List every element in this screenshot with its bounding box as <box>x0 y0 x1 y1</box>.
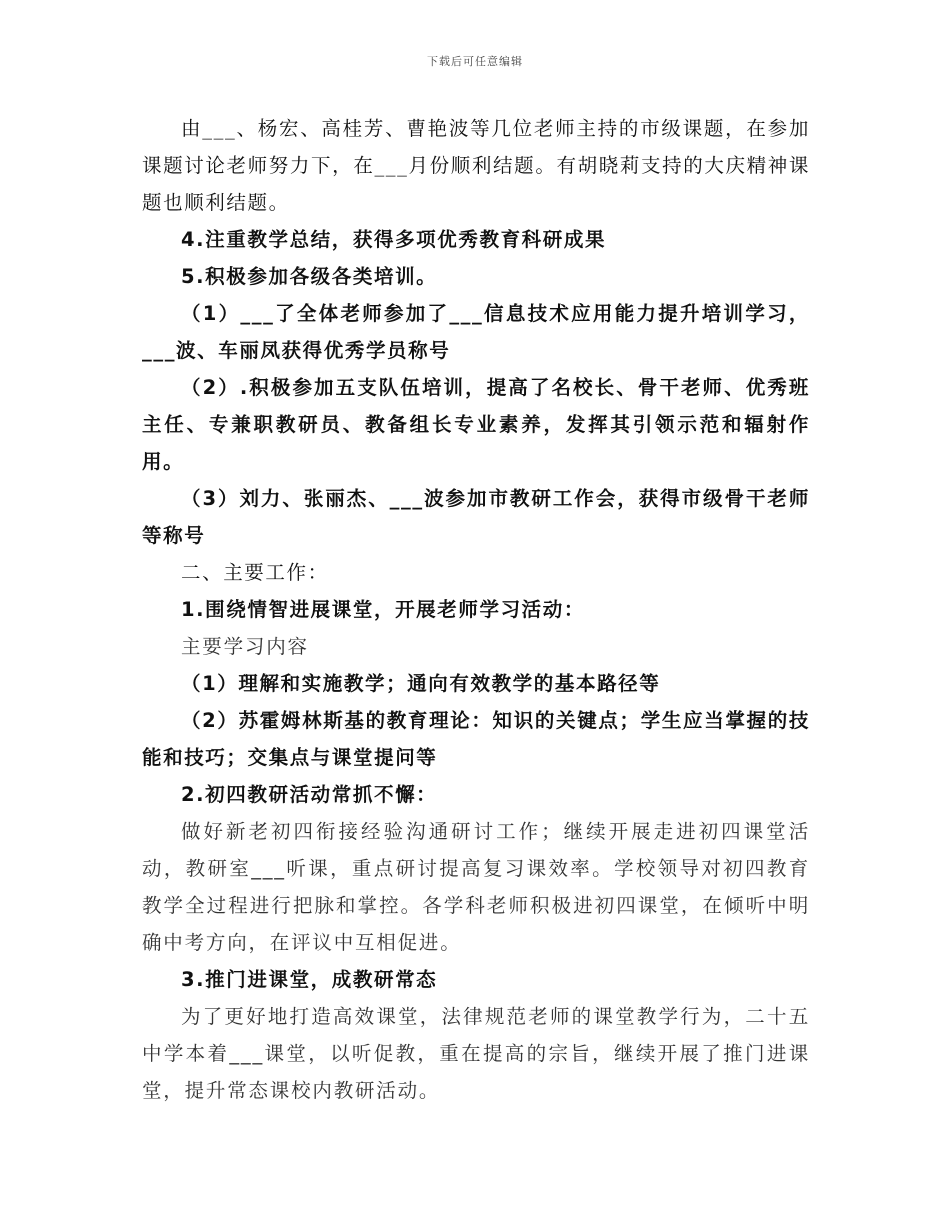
label-main-content: 主要学习内容 <box>181 635 309 658</box>
paragraph-open-classroom: 为了更好地打造高效课堂，法律规范老师的课堂教学行为，二十五中学本着___课堂，以听促教，重在提高的宗旨，继续开展了推门进课堂，提升常态课校内教研活动。 <box>142 1005 810 1102</box>
list-item-training-1: （1）___了全体老师参加了___信息技术应用能力提升培训学习，___波、车丽凤获得优秀学员称号 <box>142 302 810 362</box>
list-item-content-1: （1）理解和实施教学；通向有效教学的基本路径等 <box>181 672 661 695</box>
heading-grade-four: 2.初四教研活动常抓不懈： <box>181 783 438 806</box>
heading-teaching-summary: 4.注重教学总结，获得多项优秀教育科研成果 <box>181 228 607 251</box>
heading-open-classroom: 3.推门进课堂，成教研常态 <box>181 968 438 991</box>
paragraph-research-topics: 由___、杨宏、高桂芳、曹艳波等几位老师主持的市级课题，在参加课题讨论老师努力下，在___月份顺利结题。有胡晓莉支持的大庆精神课题也顺利结题。 <box>142 117 810 214</box>
document-body <box>142 110 810 1109</box>
heading-training: 5.积极参加各级各类培训。 <box>181 265 438 288</box>
paragraph-grade-four: 做好新老初四衔接经验沟通研讨工作；继续开展走进初四课堂活动，教研室___听课，重点研讨提高复习课效率。学校领导对初四教育教学全过程进行把脉和掌控。各学科老师积极进初四课堂，在倾听中明确中考方向，在评议中互相促进。 <box>142 820 810 954</box>
list-item-training-2: （2）.积极参加五支队伍培训，提高了名校长、骨干老师、优秀班主任、专兼职教研员、教备组长专业素养，发挥其引领示范和辐射作用。 <box>142 376 810 473</box>
heading-classroom-learning: 1.围绕情智进展课堂，开展老师学习活动： <box>181 598 585 621</box>
list-item-training-3: （3）刘力、张丽杰、___波参加市教研工作会，获得市级骨干老师等称号 <box>142 487 810 547</box>
list-item-content-2: （2）苏霍姆林斯基的教育理论：知识的关键点；学生应当掌握的技能和技巧；交集点与课堂提问等 <box>142 709 810 769</box>
page-header: 下载后可任意编辑 <box>427 55 523 68</box>
section-heading-main-work: 二、主要工作： <box>181 561 329 584</box>
